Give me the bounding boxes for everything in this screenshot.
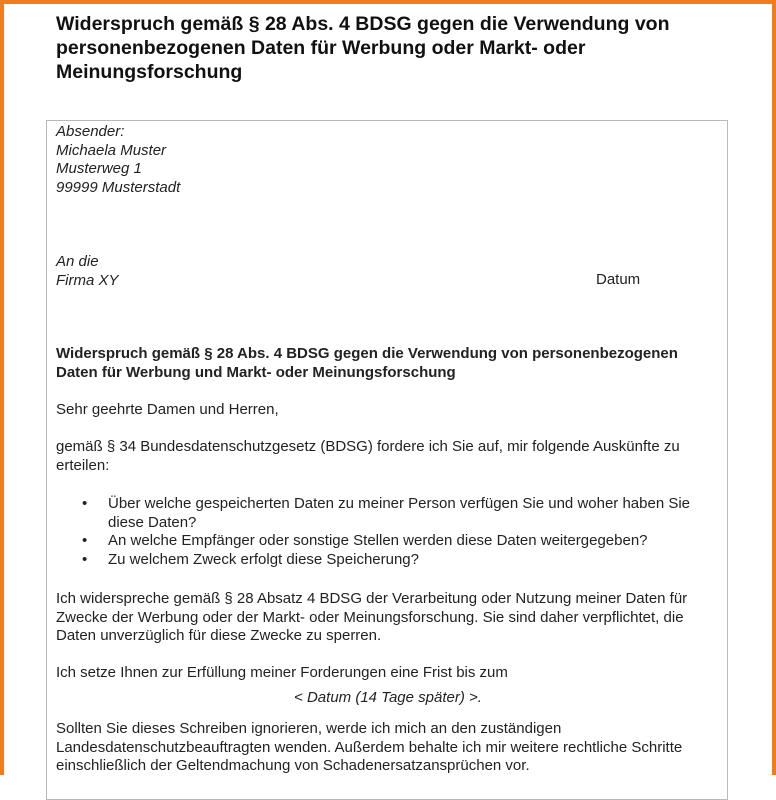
intro-paragraph: gemäß § 34 Bundesdatenschutzgesetz (BDSG) fordere ich Sie auf, mir folgende Auskünfte zu erteilen: [56, 438, 680, 474]
bullet-icon: • [82, 495, 88, 512]
recipient-line-2: Firma XY [56, 271, 119, 289]
sender-street: Musterweg 1 [56, 160, 142, 178]
bullet-icon: • [82, 532, 88, 550]
question-list [56, 495, 716, 569]
list-item [56, 495, 716, 532]
deadline-placeholder: < Datum (14 Tage später) >. [294, 689, 482, 706]
list-item [56, 532, 716, 551]
sender-label: Absender: [56, 123, 125, 140]
closing-paragraph: Sollten Sie dieses Schreiben ignorieren, werde ich mich an den zuständigen Landesdatenschutzbeauftragten wenden. Außerdem behalte ich mir weitere rechtliche Schritte einschließlich der Geltendmachung von Schadenersatzansprüchen vor. [56, 720, 683, 775]
letter-subject: Widerspruch gemäß § 28 Abs. 4 BDSG gegen die Verwendung von personenbezogenen Daten für Werbung und Markt- oder Meinungsforschung [56, 345, 678, 381]
question-text: An welche Empfänger oder sonstige Stellen werden diese Daten weitergegeben? [108, 532, 648, 550]
question-text: Über welche gespeicherten Daten zu meiner Person verfügen Sie und woher haben Sie diese Daten? [108, 495, 691, 531]
sender-name: Michaela Muster [56, 141, 167, 159]
objection-paragraph: Ich widerspreche gemäß § 28 Absatz 4 BDSG der Verarbeitung oder Nutzung meiner Daten für Zwecke der Werbung oder der Markt- oder Meinungsforschung. Sie sind daher verpflichtet, die Daten unverzüglich für diese Zwecke zu sperren. [56, 590, 688, 645]
salutation: Sehr geehrte Damen und Herren, [56, 401, 279, 418]
recipient-block [56, 253, 119, 290]
bullet-icon: • [82, 550, 88, 568]
sender-city: 99999 Musterstadt [56, 178, 181, 196]
question-text: Zu welchem Zweck erfolgt diese Speicherung? [108, 550, 419, 568]
letter-template [46, 120, 728, 800]
list-item [56, 551, 716, 570]
deadline-intro: Ich setze Ihnen zur Erfüllung meiner Forderungen eine Frist bis zum [56, 664, 508, 681]
date-label: Datum [596, 271, 641, 288]
recipient-line-1: An die [56, 253, 99, 270]
page-title: Widerspruch gemäß § 28 Abs. 4 BDSG gegen die Verwendung von personenbezogenen Daten für Werbung oder Markt- oder Meinungsforschung [56, 13, 670, 83]
sender-block [56, 123, 180, 197]
